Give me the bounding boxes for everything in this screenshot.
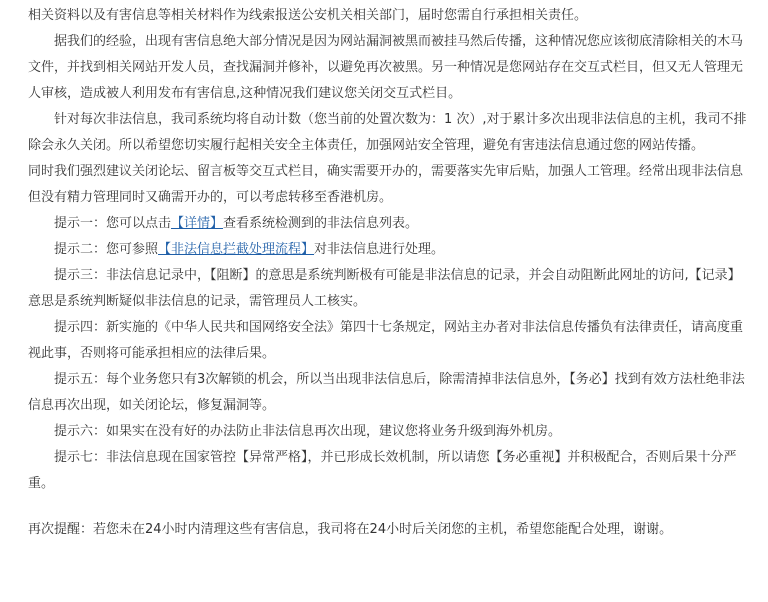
paragraph-interactive: 同时我们强烈建议关闭论坛、留言板等交互式栏目，确实需要开办的，需要落实先审后贴，加强人工管理。经常出现非法信息但没有精力管理同时又确需开办的，可以考虑转移至香港机房。 [28,164,744,205]
paragraph-count: 针对每次非法信息，我司系统均将自动计数（您当前的处置次数为：1 次）,对于累计多次出现非法信息的主机，我司不排除会永久关闭。所以希望您切实履行起相关安全主体责任，加强网站安全管理，避免有害违法信息通过您的网站传播。 [28,112,747,153]
tip-1-prefix: 提示一：您可以点击 [54,216,172,231]
tip-1 [0,211,768,237]
tip-4: 提示四：新实施的《中华人民共和国网络安全法》第四十七条规定，网站主办者对非法信息传播负有法律责任，请高度重视此事，否则将可能承担相应的法律后果。 [28,320,744,361]
paragraph-experience: 据我们的经验，出现有害信息绝大部分情况是因为网站漏洞被黑而被挂马然后传播，这种情况您应该彻底清除相关的木马文件，并找到相关网站开发人员，查找漏洞并修补，以避免再次被黑。另一种情况是您网站存在交互式栏目，但又无人管理无人审核，造成被人利用发布有害信息,这种情况我们建议您关闭交互式栏目。 [28,34,744,101]
process-link[interactable]: 【非法信息拦截处理流程】 [158,242,315,257]
tip-3: 提示三：非法信息记录中，【阻断】的意思是系统判断极有可能是非法信息的记录，并会自动阻断此网址的访问,【记录】意思是系统判断疑似非法信息的记录，需管理员人工核实。 [28,268,741,309]
spacer [0,497,768,517]
tip-2-suffix: 对非法信息进行处理。 [314,242,445,257]
final-reminder: 再次提醒：若您未在24小时内清理这些有害信息，我司将在24小时后关闭您的主机，希望您能配合处理，谢谢。 [28,522,673,537]
intro-line: 相关资料以及有害信息等相关材料作为线索报送公安机关相关部门，届时您需自行承担相关责任。 [28,8,588,23]
tip-5: 提示五：每个业务您只有3次解锁的机会，所以当出现非法信息后，除需清掉非法信息外，【务必】找到有效方法杜绝非法信息再次出现，如关闭论坛，修复漏洞等。 [28,372,745,413]
details-link[interactable]: 【详情】 [171,216,224,231]
tip-2-prefix: 提示二：您可参照 [54,242,159,257]
tip-6: 提示六：如果实在没有好的办法防止非法信息再次出现，建议您将业务升级到海外机房。 [54,424,562,439]
tip-7: 提示七：非法信息现在国家管控【异常严格】，并已形成长效机制，所以请您【务必重视】并积极配合，否则后果十分严重。 [28,450,737,491]
tip-2 [0,237,768,263]
tip-1-suffix: 查看系统检测到的非法信息列表。 [223,216,419,231]
